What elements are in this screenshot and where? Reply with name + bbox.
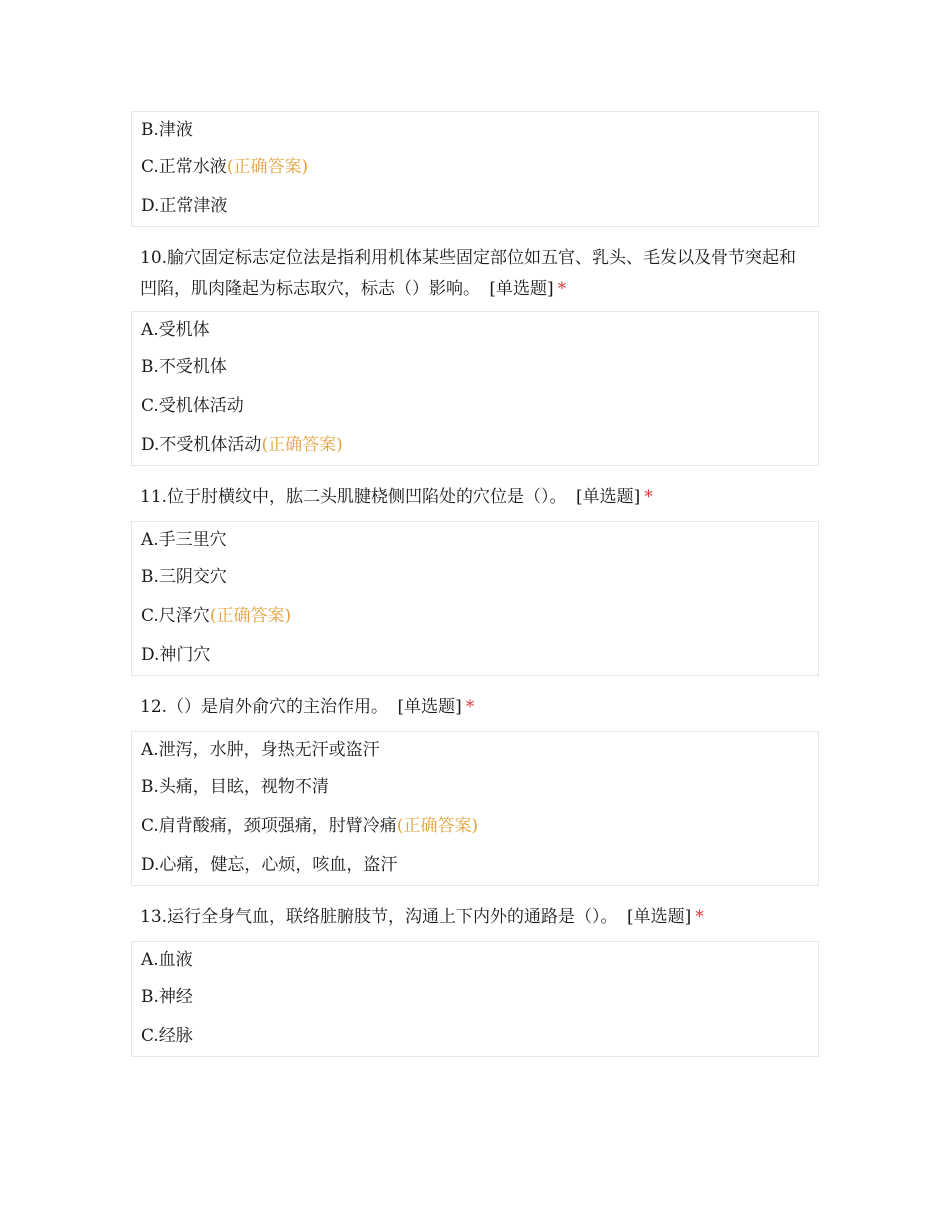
- question-text: 12.（）是肩外俞穴的主治作用。: [140, 697, 389, 717]
- option-label: C.正常水液: [141, 157, 227, 177]
- option-d[interactable]: [141, 187, 818, 226]
- option-a[interactable]: [141, 522, 818, 558]
- question-12-title: [131, 676, 819, 731]
- question-type: [单选题]: [626, 907, 692, 927]
- option-a[interactable]: [141, 732, 818, 768]
- question-type: [单选题]: [397, 697, 462, 717]
- option-label: A.血液: [141, 950, 193, 970]
- correct-answer-mark: (正确答案): [209, 606, 292, 626]
- question-12-options: [131, 731, 819, 886]
- option-d[interactable]: [141, 636, 818, 675]
- option-label: A.泄泻，水肿，身热无汗或盗汗: [141, 740, 380, 760]
- option-c[interactable]: [141, 597, 818, 636]
- required-mark: *: [557, 279, 567, 299]
- option-label: B.头痛，目眩，视物不清: [141, 777, 329, 797]
- correct-answer-mark: (正确答案): [396, 816, 479, 836]
- option-label: B.神经: [141, 987, 193, 1007]
- correct-answer-mark: (正确答案): [226, 157, 309, 177]
- question-11-title: [131, 466, 819, 521]
- required-mark: *: [644, 487, 653, 507]
- prev-question-options: [131, 111, 819, 227]
- question-10-options: [131, 311, 819, 466]
- option-label: B.不受机体: [141, 357, 227, 377]
- option-b[interactable]: [141, 978, 818, 1017]
- question-type: [单选题]: [575, 487, 641, 507]
- option-label: A.受机体: [141, 320, 210, 340]
- option-label: B.津液: [141, 120, 193, 140]
- question-11-options: [131, 521, 819, 676]
- option-a[interactable]: [141, 312, 818, 348]
- option-c[interactable]: [141, 1017, 818, 1056]
- correct-answer-mark: (正确答案): [261, 435, 343, 455]
- option-d[interactable]: [141, 426, 818, 465]
- survey-page: [131, 111, 819, 1057]
- option-label: D.不受机体活动: [141, 435, 262, 455]
- option-c[interactable]: [141, 387, 818, 426]
- option-label: D.心痛，健忘，心烦，咳血，盗汗: [141, 855, 398, 875]
- question-13-title: [131, 886, 819, 941]
- question-text: 13.运行全身气血，联络脏腑肢节，沟通上下内外的通路是（）。: [140, 907, 618, 927]
- option-b[interactable]: [141, 768, 818, 807]
- question-13-options: [131, 941, 819, 1057]
- option-c[interactable]: [141, 148, 818, 187]
- option-label: D.神门穴: [141, 645, 211, 665]
- question-10-title: [131, 227, 819, 311]
- option-label: D.正常津液: [141, 196, 228, 216]
- option-label: C.经脉: [141, 1026, 193, 1046]
- option-label: A.手三里穴: [141, 530, 227, 550]
- option-b[interactable]: [141, 558, 818, 597]
- option-label: B.三阴交穴: [141, 567, 227, 587]
- option-c[interactable]: [141, 807, 818, 846]
- question-text: 11.位于肘横纹中，肱二头肌腱桡侧凹陷处的穴位是（）。: [140, 487, 567, 507]
- option-label: C.肩背酸痛，颈项强痛，肘臂冷痛: [141, 816, 397, 836]
- option-a[interactable]: [141, 942, 818, 978]
- question-text: 10.腧穴固定标志定位法是指利用机体某些固定部位如五官、乳头、毛发以及骨节突起和凹陷，肌肉隆起为标志取穴，标志（）影响。: [140, 248, 797, 299]
- question-type: [单选题]: [489, 279, 554, 299]
- option-b[interactable]: [141, 112, 818, 148]
- option-b[interactable]: [141, 348, 818, 387]
- option-d[interactable]: [141, 846, 818, 885]
- required-mark: *: [465, 697, 475, 717]
- required-mark: *: [695, 907, 704, 927]
- option-label: C.尺泽穴: [141, 606, 210, 626]
- option-label: C.受机体活动: [141, 396, 244, 416]
